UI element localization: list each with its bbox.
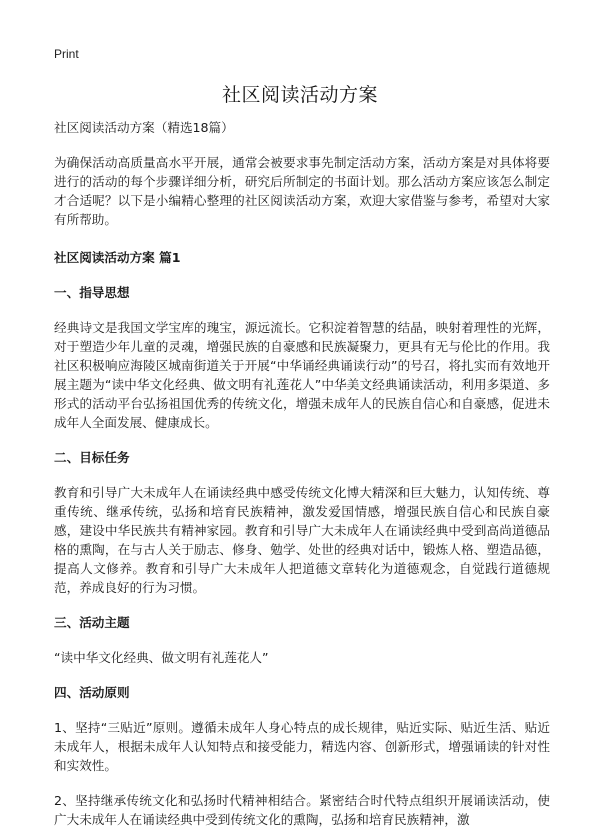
section-heading: 一、指导思想 — [54, 285, 130, 300]
section-heading: 三、活动主题 — [54, 615, 130, 630]
print-link[interactable]: Print — [54, 47, 79, 61]
section-heading: 四、活动原则 — [54, 685, 130, 700]
section-heading: 二、目标任务 — [54, 450, 130, 465]
section-paragraph: “读中华文化经典、做文明有礼莲花人” — [54, 650, 269, 665]
document-subtitle: 社区阅读活动方案（精选18篇） — [54, 120, 234, 135]
document-body — [54, 118, 550, 828]
page-title: 社区阅读活动方案 — [221, 84, 378, 106]
section-paragraph: 经典诗文是我国文学宝库的瑰宝，源远流长。它积淀着智慧的结晶，映射着理性的光辉，对于塑造少年儿童的灵魂，增强民族的自豪感和民族凝聚力，更具有无与伦比的作用。我社区积极响应海陵区城南街道关于开展“中华诵经典诵读行动”的号召，将扎实而有效地开展主题为“读中华文化经典、做文明有礼莲花人”中华美文经典诵读活动，利用多渠道、多形式的活动平台弘扬祖国优秀的传统文化，增强未成年人的民族自信心和自豪感，促进未成年人全面发展、健康成长。 — [54, 320, 550, 430]
article-heading: 社区阅读活动方案 篇1 — [54, 250, 181, 265]
section-paragraph: 2、坚持继承传统文化和弘扬时代精神相结合。紧密结合时代特点组织开展诵读活动，使广大未成年人在诵读经典中受到传统文化的熏陶，弘扬和培育民族精神，激 — [54, 793, 550, 827]
section-paragraph: 教育和引导广大未成年人在诵读经典中感受传统文化博大精深和巨大魅力，认知传统、尊重传统、继承传统，弘扬和培育民族精神，激发爱国情感，增强民族自信心和民族自豪感，建设中华民族共有精神家园。教育和引导广大未成年人在诵读经典中受到高尚道德品格的熏陶，在与古人关于励志、修身、勉学、处世的经典对话中，锻炼人格、塑造品德，提高人文修养。教育和引导广大未成年人把道德文章转化为道德观念，自觉践行道德规范，养成良好的行为习惯。 — [54, 485, 550, 595]
section-paragraph: 1、坚持“三贴近”原则。遵循未成年人身心特点的成长规律，贴近实际、贴近生活、贴近未成年人，根据未成年人认知特点和接受能力，精选内容、创新形式，增强诵读的针对性和实效性。 — [54, 720, 550, 773]
intro-paragraph: 为确保活动高质量高水平开展，通常会被要求事先制定活动方案，活动方案是对具体将要进行的活动的每个步骤详细分析，研究后所制定的书面计划。那么活动方案应该怎么制定才合适呢？以下是小编精心整理的社区阅读活动方案，欢迎大家借鉴与参考，希望对大家有所帮助。 — [54, 155, 550, 227]
